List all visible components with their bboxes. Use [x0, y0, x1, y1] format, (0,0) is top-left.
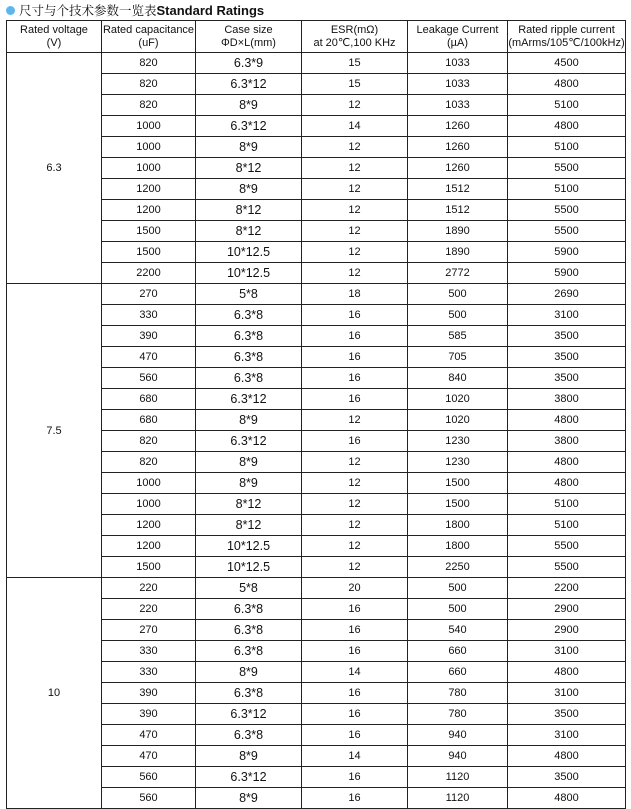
- ripple-current-cell: 2690: [508, 284, 626, 305]
- case-size-cell: 6.3*12: [196, 431, 302, 452]
- case-size-cell: 10*12.5: [196, 536, 302, 557]
- esr-cell: 15: [302, 74, 408, 95]
- capacitance-cell: 820: [102, 431, 196, 452]
- capacitance-cell: 820: [102, 95, 196, 116]
- capacitance-cell: 1500: [102, 242, 196, 263]
- header-ripple-current: Rated ripple current (mArms/105℃/100kHz): [508, 21, 626, 53]
- esr-cell: 16: [302, 767, 408, 788]
- leakage-current-cell: 500: [408, 599, 508, 620]
- case-size-cell: 8*12: [196, 494, 302, 515]
- capacitance-cell: 1000: [102, 137, 196, 158]
- leakage-current-cell: 500: [408, 578, 508, 599]
- esr-cell: 16: [302, 704, 408, 725]
- leakage-current-cell: 540: [408, 620, 508, 641]
- ripple-current-cell: 2900: [508, 599, 626, 620]
- esr-cell: 16: [302, 431, 408, 452]
- case-size-cell: 6.3*8: [196, 305, 302, 326]
- case-size-cell: 8*9: [196, 95, 302, 116]
- case-size-cell: 8*12: [196, 158, 302, 179]
- ripple-current-cell: 4500: [508, 53, 626, 74]
- esr-cell: 14: [302, 662, 408, 683]
- capacitance-cell: 470: [102, 725, 196, 746]
- leakage-current-cell: 1033: [408, 95, 508, 116]
- case-size-cell: 8*12: [196, 200, 302, 221]
- esr-cell: 12: [302, 515, 408, 536]
- capacitance-cell: 1200: [102, 200, 196, 221]
- esr-cell: 16: [302, 347, 408, 368]
- bullet-dot-icon: [6, 6, 15, 15]
- rated-voltage-cell: 10: [7, 578, 102, 809]
- ripple-current-cell: 5500: [508, 557, 626, 578]
- ripple-current-cell: 4800: [508, 746, 626, 767]
- ripple-current-cell: 3500: [508, 326, 626, 347]
- capacitance-cell: 560: [102, 767, 196, 788]
- leakage-current-cell: 1120: [408, 767, 508, 788]
- capacitance-cell: 820: [102, 53, 196, 74]
- case-size-cell: 8*9: [196, 473, 302, 494]
- leakage-current-cell: 1890: [408, 242, 508, 263]
- ripple-current-cell: 4800: [508, 74, 626, 95]
- section-title-chinese: 尺寸与个技术参数一览表: [19, 3, 157, 18]
- case-size-cell: 6.3*8: [196, 347, 302, 368]
- case-size-cell: 10*12.5: [196, 263, 302, 284]
- esr-cell: 12: [302, 263, 408, 284]
- capacitance-cell: 560: [102, 368, 196, 389]
- leakage-current-cell: 705: [408, 347, 508, 368]
- esr-cell: 16: [302, 305, 408, 326]
- case-size-cell: 6.3*8: [196, 599, 302, 620]
- table-body: [7, 53, 626, 809]
- ripple-current-cell: 5100: [508, 137, 626, 158]
- case-size-cell: 6.3*8: [196, 683, 302, 704]
- capacitance-cell: 1000: [102, 158, 196, 179]
- ripple-current-cell: 5100: [508, 515, 626, 536]
- leakage-current-cell: 1120: [408, 788, 508, 809]
- capacitance-cell: 220: [102, 599, 196, 620]
- capacitance-cell: 470: [102, 746, 196, 767]
- case-size-cell: 6.3*8: [196, 620, 302, 641]
- ripple-current-cell: 2200: [508, 578, 626, 599]
- case-size-cell: 8*9: [196, 662, 302, 683]
- esr-cell: 16: [302, 725, 408, 746]
- capacitance-cell: 390: [102, 326, 196, 347]
- esr-cell: 14: [302, 746, 408, 767]
- leakage-current-cell: 1020: [408, 410, 508, 431]
- case-size-cell: 10*12.5: [196, 557, 302, 578]
- esr-cell: 12: [302, 221, 408, 242]
- table-row: [7, 578, 626, 599]
- leakage-current-cell: 2772: [408, 263, 508, 284]
- leakage-current-cell: 1033: [408, 74, 508, 95]
- esr-cell: 12: [302, 95, 408, 116]
- esr-cell: 12: [302, 242, 408, 263]
- case-size-cell: 6.3*12: [196, 74, 302, 95]
- capacitance-cell: 1200: [102, 515, 196, 536]
- case-size-cell: 6.3*9: [196, 53, 302, 74]
- esr-cell: 12: [302, 200, 408, 221]
- esr-cell: 16: [302, 599, 408, 620]
- esr-cell: 12: [302, 179, 408, 200]
- header-rated-voltage: Rated voltage (V): [7, 21, 102, 53]
- leakage-current-cell: 1020: [408, 389, 508, 410]
- esr-cell: 14: [302, 116, 408, 137]
- capacitance-cell: 330: [102, 305, 196, 326]
- section-title: [6, 1, 264, 19]
- leakage-current-cell: 1512: [408, 179, 508, 200]
- capacitance-cell: 220: [102, 578, 196, 599]
- esr-cell: 12: [302, 473, 408, 494]
- esr-cell: 12: [302, 557, 408, 578]
- ripple-current-cell: 5500: [508, 158, 626, 179]
- ripple-current-cell: 4800: [508, 788, 626, 809]
- esr-cell: 16: [302, 368, 408, 389]
- ripple-current-cell: 4800: [508, 410, 626, 431]
- case-size-cell: 6.3*12: [196, 767, 302, 788]
- ripple-current-cell: 5900: [508, 263, 626, 284]
- header-esr: ESR(mΩ) at 20℃,100 KHz: [302, 21, 408, 53]
- capacitance-cell: 820: [102, 452, 196, 473]
- leakage-current-cell: 1800: [408, 536, 508, 557]
- ripple-current-cell: 3500: [508, 767, 626, 788]
- case-size-cell: 8*9: [196, 788, 302, 809]
- leakage-current-cell: 780: [408, 704, 508, 725]
- esr-cell: 16: [302, 788, 408, 809]
- ripple-current-cell: 4800: [508, 452, 626, 473]
- esr-cell: 12: [302, 158, 408, 179]
- case-size-cell: 8*9: [196, 452, 302, 473]
- case-size-cell: 8*12: [196, 221, 302, 242]
- leakage-current-cell: 1800: [408, 515, 508, 536]
- leakage-current-cell: 2250: [408, 557, 508, 578]
- ripple-current-cell: 3100: [508, 641, 626, 662]
- ripple-current-cell: 3500: [508, 704, 626, 725]
- leakage-current-cell: 1260: [408, 116, 508, 137]
- capacitance-cell: 1200: [102, 536, 196, 557]
- header-leakage-current: Leakage Current (µA): [408, 21, 508, 53]
- ripple-current-cell: 3800: [508, 431, 626, 452]
- ripple-current-cell: 5100: [508, 494, 626, 515]
- case-size-cell: 5*8: [196, 284, 302, 305]
- capacitance-cell: 270: [102, 284, 196, 305]
- esr-cell: 16: [302, 641, 408, 662]
- capacitance-cell: 2200: [102, 263, 196, 284]
- rated-voltage-cell: 6.3: [7, 53, 102, 284]
- case-size-cell: 10*12.5: [196, 242, 302, 263]
- capacitance-cell: 390: [102, 704, 196, 725]
- ripple-current-cell: 3500: [508, 368, 626, 389]
- case-size-cell: 6.3*12: [196, 389, 302, 410]
- ripple-current-cell: 4800: [508, 473, 626, 494]
- esr-cell: 16: [302, 683, 408, 704]
- capacitance-cell: 1500: [102, 221, 196, 242]
- leakage-current-cell: 1890: [408, 221, 508, 242]
- leakage-current-cell: 500: [408, 305, 508, 326]
- ripple-current-cell: 5500: [508, 536, 626, 557]
- ripple-current-cell: 5900: [508, 242, 626, 263]
- leakage-current-cell: 500: [408, 284, 508, 305]
- case-size-cell: 6.3*8: [196, 641, 302, 662]
- ripple-current-cell: 3100: [508, 305, 626, 326]
- case-size-cell: 6.3*8: [196, 326, 302, 347]
- standard-ratings-table: [6, 20, 626, 809]
- esr-cell: 16: [302, 620, 408, 641]
- esr-cell: 15: [302, 53, 408, 74]
- esr-cell: 20: [302, 578, 408, 599]
- table-row: [7, 284, 626, 305]
- leakage-current-cell: 780: [408, 683, 508, 704]
- capacitance-cell: 470: [102, 347, 196, 368]
- leakage-current-cell: 840: [408, 368, 508, 389]
- esr-cell: 12: [302, 410, 408, 431]
- esr-cell: 12: [302, 536, 408, 557]
- header-row: [7, 21, 626, 53]
- leakage-current-cell: 940: [408, 746, 508, 767]
- ripple-current-cell: 3100: [508, 683, 626, 704]
- esr-cell: 12: [302, 452, 408, 473]
- leakage-current-cell: 1500: [408, 473, 508, 494]
- ripple-current-cell: 5100: [508, 95, 626, 116]
- leakage-current-cell: 1230: [408, 431, 508, 452]
- leakage-current-cell: 1500: [408, 494, 508, 515]
- leakage-current-cell: 660: [408, 641, 508, 662]
- ripple-current-cell: 4800: [508, 116, 626, 137]
- esr-cell: 18: [302, 284, 408, 305]
- ripple-current-cell: 2900: [508, 620, 626, 641]
- capacitance-cell: 1500: [102, 557, 196, 578]
- capacitance-cell: 1000: [102, 473, 196, 494]
- case-size-cell: 8*9: [196, 746, 302, 767]
- table-row: [7, 53, 626, 74]
- esr-cell: 12: [302, 137, 408, 158]
- section-title-english: Standard Ratings: [156, 2, 265, 18]
- case-size-cell: 6.3*12: [196, 116, 302, 137]
- capacitance-cell: 680: [102, 410, 196, 431]
- ripple-current-cell: 3100: [508, 725, 626, 746]
- case-size-cell: 8*12: [196, 515, 302, 536]
- case-size-cell: 6.3*8: [196, 368, 302, 389]
- leakage-current-cell: 940: [408, 725, 508, 746]
- esr-cell: 12: [302, 494, 408, 515]
- capacitance-cell: 330: [102, 641, 196, 662]
- header-rated-capacitance: Rated capacitance (uF): [102, 21, 196, 53]
- case-size-cell: 8*9: [196, 179, 302, 200]
- leakage-current-cell: 1033: [408, 53, 508, 74]
- header-case-size: Case size ΦD×L(mm): [196, 21, 302, 53]
- case-size-cell: 6.3*8: [196, 725, 302, 746]
- leakage-current-cell: 1230: [408, 452, 508, 473]
- case-size-cell: 8*9: [196, 410, 302, 431]
- esr-cell: 16: [302, 326, 408, 347]
- leakage-current-cell: 1512: [408, 200, 508, 221]
- capacitance-cell: 270: [102, 620, 196, 641]
- capacitance-cell: 1000: [102, 494, 196, 515]
- esr-cell: 16: [302, 389, 408, 410]
- ripple-current-cell: 4800: [508, 662, 626, 683]
- capacitance-cell: 1200: [102, 179, 196, 200]
- ripple-current-cell: 5500: [508, 221, 626, 242]
- case-size-cell: 5*8: [196, 578, 302, 599]
- ripple-current-cell: 5500: [508, 200, 626, 221]
- ripple-current-cell: 5100: [508, 179, 626, 200]
- capacitance-cell: 390: [102, 683, 196, 704]
- ripple-current-cell: 3500: [508, 347, 626, 368]
- leakage-current-cell: 1260: [408, 137, 508, 158]
- capacitance-cell: 680: [102, 389, 196, 410]
- case-size-cell: 6.3*12: [196, 704, 302, 725]
- capacitance-cell: 820: [102, 74, 196, 95]
- capacitance-cell: 1000: [102, 116, 196, 137]
- leakage-current-cell: 660: [408, 662, 508, 683]
- leakage-current-cell: 1260: [408, 158, 508, 179]
- case-size-cell: 8*9: [196, 137, 302, 158]
- leakage-current-cell: 585: [408, 326, 508, 347]
- capacitance-cell: 330: [102, 662, 196, 683]
- rated-voltage-cell: 7.5: [7, 284, 102, 578]
- capacitance-cell: 560: [102, 788, 196, 809]
- ripple-current-cell: 3800: [508, 389, 626, 410]
